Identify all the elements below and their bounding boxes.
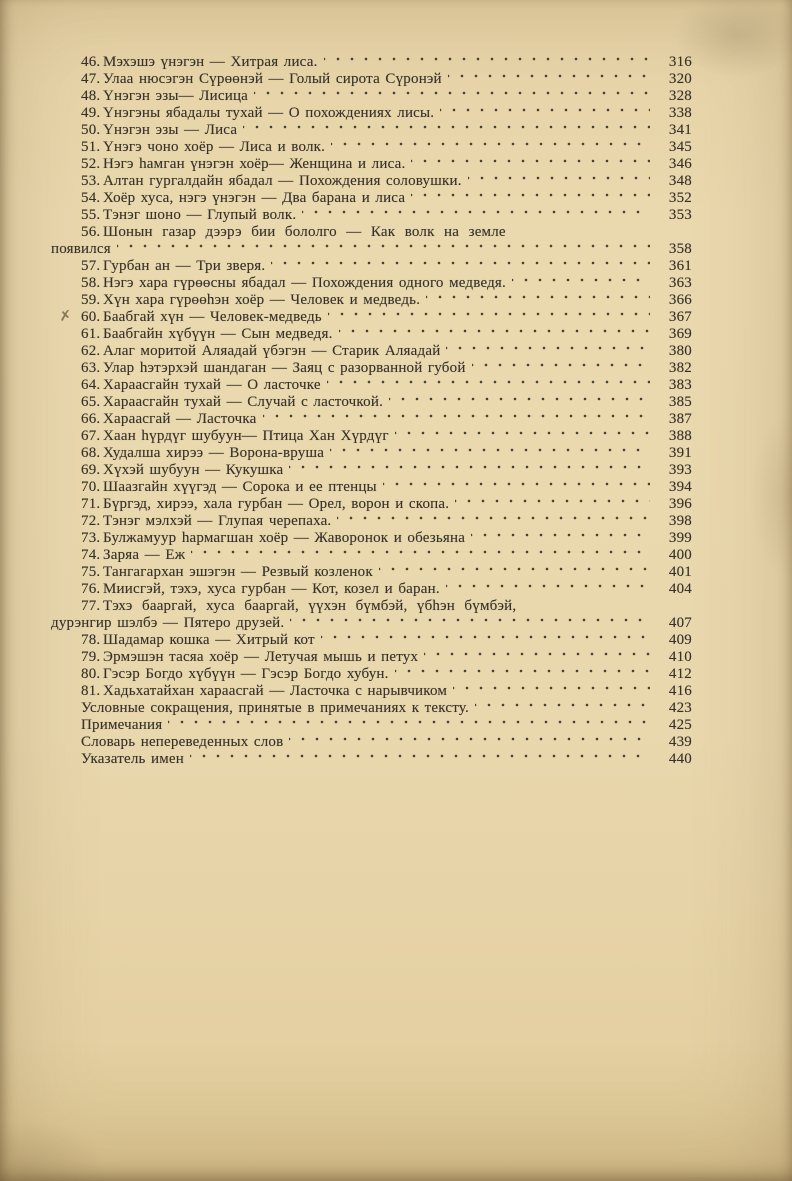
entry-number: 56. bbox=[81, 224, 101, 240]
entry-title: Указатель имен bbox=[81, 751, 185, 767]
toc-entry bbox=[51, 479, 692, 496]
toc-entry bbox=[51, 734, 692, 751]
entry-number: 77. bbox=[81, 598, 101, 614]
entry-title: Гэсэр Богдо хүбүүн — Гэсэр Богдо хубун. bbox=[103, 666, 389, 682]
entry-title: Үнэгэны ябадалы тухай — О похождениях лисы. bbox=[103, 105, 435, 121]
toc-entry-continuation bbox=[51, 241, 692, 258]
page-number: 366 bbox=[668, 292, 692, 308]
entry-number: 58. bbox=[81, 275, 101, 291]
entry-title: Мэхэшэ үнэгэн — Хитрая лиса. bbox=[103, 54, 318, 70]
dot-leader bbox=[424, 649, 650, 666]
toc-entry bbox=[51, 530, 692, 547]
dot-leader bbox=[471, 530, 650, 547]
dot-leader bbox=[339, 326, 650, 343]
dot-leader bbox=[453, 683, 650, 700]
entry-title: Хаан һүрдүг шубуун— Птица Хан Хүрдүг bbox=[103, 428, 389, 444]
dot-leader bbox=[512, 275, 650, 292]
dot-leader bbox=[337, 513, 650, 530]
dot-leader bbox=[168, 717, 650, 734]
dot-leader bbox=[324, 54, 650, 71]
toc-entry bbox=[51, 428, 692, 445]
dot-leader bbox=[290, 615, 650, 632]
dot-leader bbox=[331, 139, 650, 156]
page-number: 407 bbox=[668, 615, 692, 631]
entry-title: Миисгэй, тэхэ, хуса гурбан — Кот, козел и баран. bbox=[103, 581, 440, 597]
entry-number: 49. bbox=[81, 105, 101, 121]
page-number: 410 bbox=[668, 649, 692, 665]
entry-number: 54. bbox=[81, 190, 101, 206]
page-number: 401 bbox=[668, 564, 692, 580]
dot-leader bbox=[448, 71, 650, 88]
entry-title: Эрмэшэн тасяа хоёр — Летучая мышь и петух bbox=[103, 649, 419, 665]
entry-title: Алтан гургалдайн ябадал — Похождения соловушки. bbox=[103, 173, 462, 189]
entry-number: 74. bbox=[81, 547, 101, 563]
dot-leader bbox=[328, 309, 650, 326]
dot-leader bbox=[411, 156, 650, 173]
entry-number: 71. bbox=[81, 496, 101, 512]
entry-title: Нэгэ хара гүрөөсны ябадал — Похождения одного медведя. bbox=[103, 275, 506, 291]
page-number: 346 bbox=[668, 156, 692, 172]
entry-number: 68. bbox=[81, 445, 101, 461]
entry-title: Шаазгайн хүүгэд — Сорока и ее птенцы bbox=[103, 479, 377, 495]
entry-number: 64. bbox=[81, 377, 101, 393]
entry-number: 55. bbox=[81, 207, 101, 223]
page-number: 361 bbox=[668, 258, 692, 274]
toc-entry bbox=[51, 683, 692, 700]
page-number: 348 bbox=[668, 173, 692, 189]
page-number: 400 bbox=[668, 547, 692, 563]
entry-title: дурэнгир шэлбэ — Пятеро друзей. bbox=[51, 615, 285, 631]
entry-title: Шонын газар дээрэ бии бололго — Как волк на земле bbox=[103, 224, 506, 240]
toc-entry bbox=[51, 156, 692, 173]
dot-leader bbox=[289, 462, 650, 479]
toc-entry bbox=[51, 343, 692, 360]
dot-leader bbox=[117, 241, 650, 258]
entry-title: Нэгэ һамган үнэгэн хоёр— Женщина и лиса. bbox=[103, 156, 406, 172]
toc-entry bbox=[51, 632, 692, 649]
dot-leader bbox=[395, 666, 650, 683]
entry-title: Хадьхатайхан хараасгай — Ласточка с нарывчиком bbox=[103, 683, 448, 699]
entry-number: 78. bbox=[81, 632, 101, 648]
dot-leader bbox=[446, 581, 650, 598]
page-number: 369 bbox=[668, 326, 692, 342]
dot-leader bbox=[411, 190, 650, 207]
page-number: 425 bbox=[668, 717, 692, 733]
page-number: 352 bbox=[668, 190, 692, 206]
page-number: 345 bbox=[668, 139, 692, 155]
page-number: 399 bbox=[668, 530, 692, 546]
dot-leader bbox=[190, 751, 650, 768]
toc-entry bbox=[51, 105, 692, 122]
entry-number: 63. bbox=[81, 360, 101, 376]
toc-entry bbox=[51, 598, 692, 615]
entry-title: Шадамар кошка — Хитрый кот bbox=[103, 632, 315, 648]
entry-title: Үнэгэ чоно хоёр — Лиса и волк. bbox=[103, 139, 326, 155]
entry-title: Тэнэг шоно — Глупый волк. bbox=[103, 207, 297, 223]
entry-number: 52. bbox=[81, 156, 101, 172]
page-number: 412 bbox=[668, 666, 692, 682]
entry-title: Хараасгайн тухай — О ласточке bbox=[103, 377, 321, 393]
toc-entry bbox=[51, 326, 692, 343]
page-number: 358 bbox=[668, 241, 692, 257]
dot-leader bbox=[446, 343, 650, 360]
toc-entry bbox=[51, 751, 692, 768]
page-number: 398 bbox=[668, 513, 692, 529]
table-of-contents bbox=[51, 54, 692, 768]
entry-title: Тэнэг мэлхэй — Глупая черепаха. bbox=[103, 513, 332, 529]
page-number: 391 bbox=[668, 445, 692, 461]
entry-title: Баабгайн хүбүүн — Сын медведя. bbox=[103, 326, 333, 342]
page-number: 320 bbox=[668, 71, 692, 87]
toc-entry bbox=[51, 54, 692, 71]
toc-entry bbox=[51, 411, 692, 428]
entry-number: 57. bbox=[81, 258, 101, 274]
toc-entry bbox=[51, 496, 692, 513]
entry-number: 61. bbox=[81, 326, 101, 342]
toc-entry bbox=[51, 71, 692, 88]
page-number: 396 bbox=[668, 496, 692, 512]
toc-entry bbox=[51, 377, 692, 394]
entry-title: Үнэгэн эзы — Лиса bbox=[103, 122, 238, 138]
toc-entry bbox=[51, 275, 692, 292]
toc-entry bbox=[51, 190, 692, 207]
entry-number: 67. bbox=[81, 428, 101, 444]
pencil-margin-mark: ✗ bbox=[57, 306, 74, 325]
entry-number: 70. bbox=[81, 479, 101, 495]
toc-entry bbox=[51, 139, 692, 156]
entry-number: 46. bbox=[81, 54, 101, 70]
page-number: 316 bbox=[668, 54, 692, 70]
dot-leader bbox=[191, 547, 650, 564]
entry-title: Булжамуур һармагшан хоёр — Жаворонок и обезьяна bbox=[103, 530, 466, 546]
dot-leader bbox=[383, 479, 650, 496]
dot-leader bbox=[327, 377, 650, 394]
page-number: 423 bbox=[668, 700, 692, 716]
entry-number: 62. bbox=[81, 343, 101, 359]
entry-title: Үнэгэн эзы— Лисица bbox=[103, 88, 249, 104]
toc-entry bbox=[51, 360, 692, 377]
entry-number: 47. bbox=[81, 71, 101, 87]
dot-leader bbox=[330, 445, 650, 462]
dot-leader bbox=[379, 564, 650, 581]
page-number: 393 bbox=[668, 462, 692, 478]
entry-title: Примечания bbox=[81, 717, 163, 733]
toc-entry bbox=[51, 173, 692, 190]
page-number: 380 bbox=[668, 343, 692, 359]
dot-leader bbox=[289, 734, 650, 751]
toc-entry bbox=[51, 306, 692, 326]
page-number: 409 bbox=[668, 632, 692, 648]
dot-leader bbox=[426, 292, 650, 309]
page-number: 353 bbox=[668, 207, 692, 223]
page-number: 439 bbox=[668, 734, 692, 750]
page-number: 328 bbox=[668, 88, 692, 104]
toc-entry bbox=[51, 207, 692, 224]
toc-entry bbox=[51, 564, 692, 581]
entry-number: 79. bbox=[81, 649, 101, 665]
entry-number: 80. bbox=[81, 666, 101, 682]
entry-title: появился bbox=[51, 241, 111, 257]
dot-leader bbox=[455, 496, 650, 513]
entry-title: Худалша хирээ — Ворона-вруша bbox=[103, 445, 325, 461]
entry-title: Бүргэд, хирээ, хала гурбан — Орел, ворон и скопа. bbox=[103, 496, 450, 512]
entry-number: 65. bbox=[81, 394, 101, 410]
toc-entry bbox=[51, 581, 692, 598]
page-number: 367 bbox=[668, 309, 692, 325]
page-number: 363 bbox=[668, 275, 692, 291]
dot-leader bbox=[475, 700, 650, 717]
dot-leader bbox=[243, 122, 650, 139]
toc-entry bbox=[51, 649, 692, 666]
entry-number: 81. bbox=[81, 683, 101, 699]
toc-entry bbox=[51, 513, 692, 530]
entry-title: Хоёр хуса, нэгэ үнэгэн — Два барана и лиса bbox=[103, 190, 406, 206]
toc-entry bbox=[51, 700, 692, 717]
toc-entry bbox=[51, 88, 692, 105]
entry-number: 53. bbox=[81, 173, 101, 189]
entry-title: Словарь непереведенных слов bbox=[81, 734, 284, 750]
entry-title: Хүн хара гүрөөһэн хоёр — Человек и медведь. bbox=[103, 292, 421, 308]
toc-entry bbox=[51, 666, 692, 683]
toc-entry-continuation bbox=[51, 615, 692, 632]
page-number: 338 bbox=[668, 105, 692, 121]
toc-entry bbox=[51, 445, 692, 462]
page-number: 385 bbox=[668, 394, 692, 410]
entry-number: 59. bbox=[81, 292, 101, 308]
entry-title: Условные сокращения, принятые в примечаниях к тексту. bbox=[81, 700, 469, 716]
dot-leader bbox=[389, 394, 650, 411]
entry-title: Заряа — Еж bbox=[103, 547, 186, 563]
entry-number: 76. bbox=[81, 581, 101, 597]
dot-leader bbox=[472, 360, 650, 377]
entry-number: 50. bbox=[81, 122, 101, 138]
page-number: 387 bbox=[668, 411, 692, 427]
page-number: 388 bbox=[668, 428, 692, 444]
entry-title: Баабгай хүн — Человек-медведь bbox=[103, 309, 322, 325]
entry-title: Хараасгай — Ласточка bbox=[103, 411, 257, 427]
page-number: 416 bbox=[668, 683, 692, 699]
entry-number: 73. bbox=[81, 530, 101, 546]
entry-number: 72. bbox=[81, 513, 101, 529]
dot-leader bbox=[440, 105, 650, 122]
page-number: 440 bbox=[668, 751, 692, 767]
page-number: 404 bbox=[668, 581, 692, 597]
toc-entry bbox=[51, 224, 692, 241]
toc-entry bbox=[51, 394, 692, 411]
dot-leader bbox=[321, 632, 650, 649]
page-number: 394 bbox=[668, 479, 692, 495]
entry-title: Тангагархан эшэгэн — Резвый козленок bbox=[103, 564, 373, 580]
toc-entry bbox=[51, 547, 692, 564]
page-number: 383 bbox=[668, 377, 692, 393]
dot-leader bbox=[271, 258, 650, 275]
entry-number: 60. bbox=[81, 309, 101, 325]
page-number: 382 bbox=[668, 360, 692, 376]
dot-leader bbox=[468, 173, 650, 190]
entry-number: 69. bbox=[81, 462, 101, 478]
toc-entry bbox=[51, 717, 692, 734]
entry-number: 51. bbox=[81, 139, 101, 155]
toc-entry bbox=[51, 292, 692, 309]
toc-entry bbox=[51, 258, 692, 275]
entry-title: Хүхэй шубуун — Кукушка bbox=[103, 462, 284, 478]
entry-title: Хараасгайн тухай — Случай с ласточкой. bbox=[103, 394, 384, 410]
dot-leader bbox=[302, 207, 650, 224]
entry-number: 48. bbox=[81, 88, 101, 104]
entry-title: Алаг моритой Аляадай үбэгэн — Старик Аляадай bbox=[103, 343, 441, 359]
toc-entry bbox=[51, 462, 692, 479]
dot-leader bbox=[263, 411, 650, 428]
entry-number: 75. bbox=[81, 564, 101, 580]
entry-title: Тэхэ бааргай, хуса бааргай, үүхэн бүмбэй, үбһэн бүмбэй, bbox=[103, 598, 517, 614]
entry-number: 66. bbox=[81, 411, 101, 427]
toc-entry bbox=[51, 122, 692, 139]
page-number: 341 bbox=[668, 122, 692, 138]
dot-leader bbox=[395, 428, 650, 445]
entry-title: Улар һэтэрхэй шандаган — Заяц с разорванной губой bbox=[103, 360, 466, 376]
entry-title: Улаа нюсэгэн Сүрөөнэй — Голый сирота Сүронэй bbox=[103, 71, 442, 87]
dot-leader bbox=[254, 88, 650, 105]
entry-title: Гурбан ан — Три зверя. bbox=[103, 258, 266, 274]
